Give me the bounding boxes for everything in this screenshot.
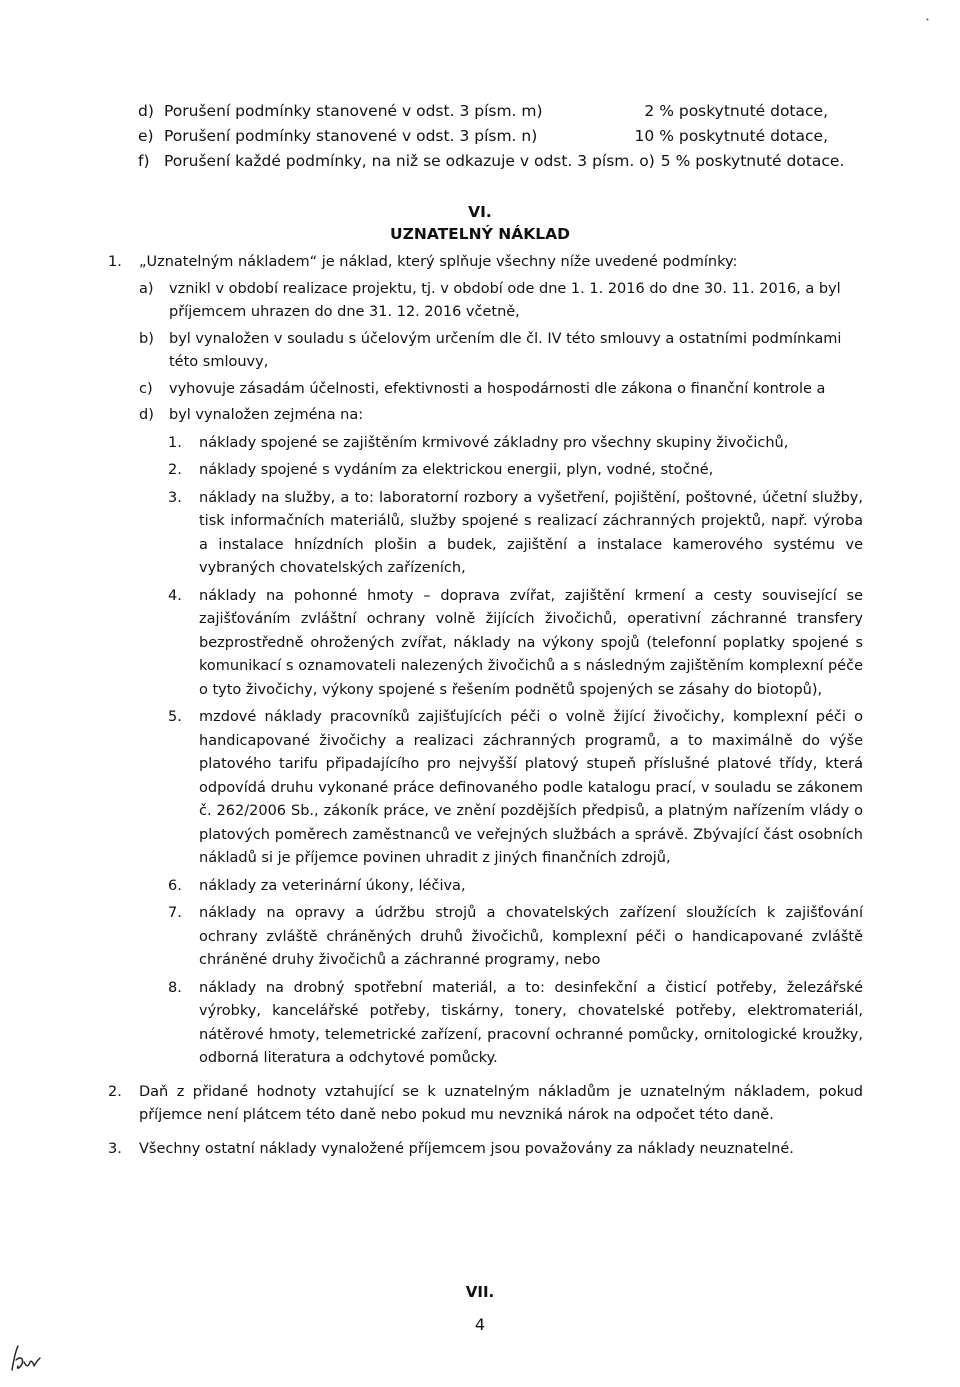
clause-1 [108, 251, 863, 275]
condition-item [139, 328, 863, 375]
cost-type-number: 3. [168, 489, 182, 506]
condition-text: vyhovuje zásadám účelnosti, efektivnosti a hospodárnosti dle zákona o finanční kontrole a [169, 380, 826, 397]
cost-type-item [168, 487, 863, 581]
cost-type-number: 1. [168, 434, 182, 451]
cost-type-text: náklady na opravy a údržbu strojů a chovatelských zařízení sloužících k zajišťování ochrany zvláště chráněných druhů živočichů, komplexní péči o handicapované zvláště chráněné druhy živočichů a záchranné programy, nebo [199, 905, 863, 968]
penalty-label: f) [138, 152, 150, 170]
penalty-text [138, 149, 655, 174]
cost-type-text: náklady za veterinární úkony, léčiva, [199, 877, 466, 894]
section-body [108, 251, 863, 1161]
cost-type-number: 6. [168, 877, 182, 894]
clause-3 [108, 1138, 863, 1162]
clause-2 [108, 1081, 863, 1128]
penalty-label: d) [138, 102, 154, 120]
cost-type-item [168, 875, 863, 899]
section-number: VI. [468, 203, 492, 221]
clause-number: 2. [108, 1083, 122, 1100]
cost-type-list [168, 432, 863, 1071]
cost-type-number: 4. [168, 587, 182, 604]
corner-mark [926, 6, 929, 9]
cost-type-number: 5. [168, 709, 182, 725]
cost-type-item [168, 902, 863, 973]
condition-item [139, 278, 863, 325]
cost-type-text: mzdové náklady pracovníků zajišťujících péči o volně žijící živočichy, komplexní péči o handicapované živočichy a realizaci záchranných programů, a to maximálně do výše platového tarifu připadajícího pro nejvyšší platový stupeň příslušné platové třídy, která odpovídá druhu vykonané práce definovaného podle katalogu prací, v souladu se zákonem č. 262/2006 Sb., zákoník práce, ve znění pozdějších předpisů, a platným nařízením vlády o platových poměrech zaměstnanců ve veřejných službách a správě. Zbývající část osobních nákladů si je příjemce povinen uhradit z jiných finančních zdrojů, [199, 709, 863, 866]
condition-label: c) [139, 380, 153, 397]
clause-text: Všechny ostatní náklady vynaložené příjemcem jsou považovány za náklady neuznatelné. [139, 1140, 794, 1157]
cost-type-item [168, 706, 863, 871]
cost-type-text: náklady na drobný spotřební materiál, a to: desinfekční a čisticí potřeby, železářské výrobky, kancelářské potřeby, tiskárny, tonery, chovatelské potřeby, elektromateriál, nátěrové hmoty, telemetrické zařízení, pracovní ochranné pomůcky, ornitologické kroužky, odborná literatura a odchytové pomůcky. [199, 979, 863, 1066]
condition-text: byl vynaložen zejména na: [169, 407, 364, 423]
condition-text: byl vynaložen v souladu s účelovým určením dle čl. IV této smlouvy a ostatními podmínkami této smlouvy, [169, 330, 842, 370]
penalty-description: Porušení podmínky stanovené v odst. 3 písm. m) [164, 102, 543, 120]
condition-item [139, 378, 863, 402]
section-title: UZNATELNÝ NÁKLAD [390, 225, 570, 243]
penalty-text [138, 99, 543, 124]
penalty-amount: 5 % poskytnuté dotace. [660, 152, 845, 170]
penalty-amount: 2 % poskytnuté dotace, [644, 102, 828, 120]
page-number: 4 [474, 1315, 486, 1334]
signature-initials [6, 1340, 46, 1380]
clause-number: 1. [108, 254, 122, 270]
penalty-description: Porušení každé podmínky, na niž se odkazuje v odst. 3 písm. o) [164, 152, 655, 170]
cost-type-item [168, 585, 863, 703]
penalty-item-d [138, 99, 828, 124]
penalty-description: Porušení podmínky stanovené v odst. 3 písm. n) [164, 127, 538, 145]
penalty-item-f [138, 149, 845, 174]
cost-type-text: náklady na pohonné hmoty – doprava zvířat, zajištění krmení a cesty související se zajišťováním zvláštní ochrany volně žijících živočichů, operativní záchranné transfery bezprostředně ohrožených zvířat, náklady na výkony spojů (telefonní poplatky spojené s komunikací s oznamovateli nalezených živočichů a s následným zajištěním komplexní péče o tyto živočichy, výkony spojené s řešením podnětů spojených se zásahy do biotopů), [199, 587, 863, 698]
penalty-text [138, 124, 537, 149]
penalty-label: e) [138, 127, 154, 145]
cost-type-item [168, 977, 863, 1071]
condition-label: d) [139, 407, 154, 423]
clause-text: Daň z přidané hodnoty vztahující se k uznatelným nákladům je uznatelným nákladem, pokud příjemce není plátcem této daně nebo pokud mu nevzniká nárok na odpočet této daně. [139, 1083, 863, 1123]
cost-type-text: náklady spojené s vydáním za elektrickou energii, plyn, vodné, stočné, [199, 462, 714, 478]
clause-text: „Uznatelným nákladem“ je náklad, který splňuje všechny níže uvedené podmínky: [139, 254, 738, 270]
condition-label: b) [139, 330, 154, 347]
cost-type-text: náklady na služby, a to: laboratorní rozbory a vyšetření, pojištění, poštovné, účetní služby, tisk informačních materiálů, služby spojené s realizací záchranných projektů, např. výroba a instalace hnízdních plošin a budek, zajištění a instalace kamerového systému ve vybraných chovatelských zařízeních, [199, 489, 863, 576]
penalty-item-e [138, 124, 828, 149]
condition-label: a) [139, 280, 154, 297]
penalty-amount: 10 % poskytnuté dotace, [634, 127, 828, 145]
cost-type-number: 2. [168, 462, 182, 478]
cost-type-item [168, 459, 863, 483]
cost-type-number: 7. [168, 905, 182, 921]
cost-type-text: náklady spojené se zajištěním krmivové základny pro všechny skupiny živočichů, [199, 434, 789, 451]
condition-list [139, 278, 863, 1071]
cost-type-number: 8. [168, 979, 182, 996]
condition-item [139, 404, 863, 428]
condition-text: vznikl v období realizace projektu, tj. v období ode dne 1. 1. 2016 do dne 30. 11. 2016, a byl příjemcem uhrazen do dne 31. 12. 2016 včetně, [169, 280, 841, 320]
cost-type-item [168, 432, 863, 456]
next-section-number: VII. [465, 1283, 495, 1301]
penalty-list [138, 99, 845, 174]
clause-number: 3. [108, 1140, 122, 1157]
